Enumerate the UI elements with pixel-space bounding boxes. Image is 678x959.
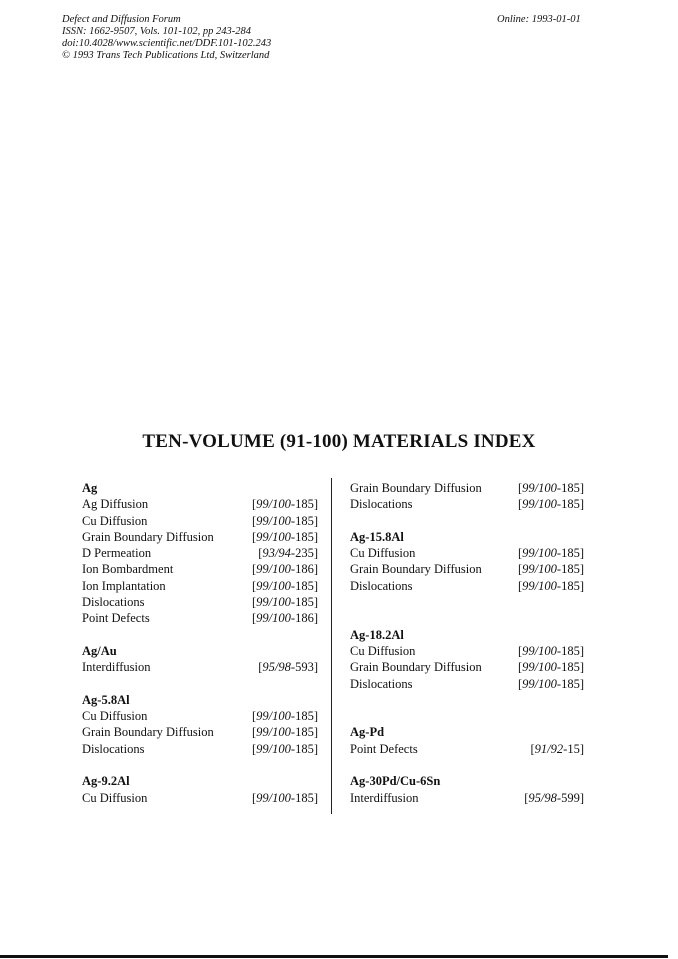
index-spacer <box>82 676 318 692</box>
material-heading: Ag-15.8Al <box>350 529 404 544</box>
entry-term: D Permeation <box>82 546 152 561</box>
entry-reference: [91/92-15] <box>530 741 584 756</box>
index-entry <box>82 561 318 577</box>
entry-page: 185 <box>295 709 314 724</box>
entry-term: Ag Diffusion <box>82 497 149 512</box>
index-entry <box>350 545 584 561</box>
index-spacer <box>82 627 318 643</box>
entry-reference: [99/100-185] <box>518 497 584 512</box>
entry-term: Grain Boundary Diffusion <box>82 725 214 740</box>
entry-reference: [99/100-185] <box>252 741 318 756</box>
entry-page: 185 <box>561 562 580 577</box>
index-entry <box>350 480 584 496</box>
index-entry <box>82 594 318 610</box>
entry-reference: [95/98-599] <box>524 790 584 805</box>
entry-page: 185 <box>561 578 580 593</box>
entry-page: 185 <box>561 660 580 675</box>
material-heading: Ag-5.8Al <box>82 692 130 707</box>
entry-volume: 99/100 <box>256 497 291 512</box>
material-heading: Ag <box>82 481 98 495</box>
entry-reference: [99/100-185] <box>252 709 318 724</box>
index-entry <box>350 578 584 594</box>
entry-volume: 99/100 <box>522 546 557 561</box>
index-entry <box>350 659 584 675</box>
journal-name: Defect and Diffusion Forum <box>62 14 181 25</box>
column-divider <box>331 478 332 814</box>
copyright-line: © 1993 Trans Tech Publications Ltd, Switzerland <box>62 50 270 61</box>
entry-reference: [99/100-185] <box>518 481 584 495</box>
entry-page: 599 <box>561 790 580 805</box>
index-entry <box>82 610 318 626</box>
index-column-right <box>350 480 584 806</box>
index-spacer <box>350 513 584 529</box>
entry-term: Grain Boundary Diffusion <box>82 529 214 544</box>
index-spacer <box>350 708 584 724</box>
index-entry <box>350 741 584 757</box>
entry-page: 593 <box>295 660 314 675</box>
entry-volume: 99/100 <box>522 660 557 675</box>
entry-term: Cu Diffusion <box>350 546 416 561</box>
index-spacer <box>350 757 584 773</box>
issn-line: ISSN: 1662-9507, Vols. 101-102, pp 243-284 <box>62 26 251 37</box>
entry-reference: [99/100-185] <box>252 578 318 593</box>
entry-reference: [99/100-186] <box>252 611 318 626</box>
entry-term: Dislocations <box>82 595 145 610</box>
entry-reference: [99/100-185] <box>252 790 318 805</box>
entry-page: 185 <box>561 546 580 561</box>
entry-reference: [99/100-185] <box>518 546 584 561</box>
entry-volume: 91/92 <box>534 741 564 756</box>
entry-term: Interdiffusion <box>350 790 419 805</box>
entry-term: Cu Diffusion <box>82 709 148 724</box>
entry-term: Point Defects <box>350 741 418 756</box>
index-entry <box>350 496 584 512</box>
entry-volume: 99/100 <box>256 741 291 756</box>
entry-term: Cu Diffusion <box>82 513 148 528</box>
entry-page: 185 <box>561 643 580 658</box>
entry-page: 185 <box>295 741 314 756</box>
online-date: Online: 1993-01-01 <box>497 14 581 25</box>
entry-reference: [99/100-185] <box>252 529 318 544</box>
entry-reference: [99/100-185] <box>518 660 584 675</box>
index-entry <box>350 643 584 659</box>
material-heading: Ag/Au <box>82 643 117 658</box>
index-spacer <box>350 610 584 626</box>
entry-volume: 99/100 <box>256 709 291 724</box>
entry-term: Dislocations <box>350 578 413 593</box>
entry-term: Dislocations <box>350 497 413 512</box>
entry-term: Grain Boundary Diffusion <box>350 481 482 495</box>
entry-volume: 99/100 <box>522 497 557 512</box>
entry-volume: 99/100 <box>256 529 291 544</box>
entry-volume: 99/100 <box>256 611 291 626</box>
entry-page: 186 <box>295 562 314 577</box>
entry-page: 185 <box>295 578 314 593</box>
entry-page: 185 <box>561 481 580 495</box>
material-heading: Ag-18.2Al <box>350 627 404 642</box>
entry-reference: [93/94-235] <box>258 546 318 561</box>
entry-volume: 99/100 <box>256 562 291 577</box>
entry-reference: [99/100-185] <box>252 595 318 610</box>
index-entry <box>82 708 318 724</box>
entry-volume: 95/98 <box>528 790 557 805</box>
entry-volume: 99/100 <box>256 578 291 593</box>
index-entry <box>82 496 318 512</box>
index-column-left <box>82 480 318 806</box>
entry-term: Cu Diffusion <box>350 643 416 658</box>
entry-volume: 99/100 <box>522 676 557 691</box>
entry-page: 185 <box>295 790 314 805</box>
index-entry <box>82 659 318 675</box>
entry-page: 15 <box>567 741 580 756</box>
entry-page: 185 <box>561 676 580 691</box>
index-entry <box>82 741 318 757</box>
index-entry <box>350 790 584 806</box>
entry-volume: 99/100 <box>522 481 557 495</box>
entry-reference: [99/100-186] <box>252 562 318 577</box>
entry-volume: 99/100 <box>256 595 291 610</box>
entry-term: Grain Boundary Diffusion <box>350 660 482 675</box>
entry-reference: [99/100-185] <box>518 578 584 593</box>
index-entry <box>82 545 318 561</box>
index-spacer <box>82 757 318 773</box>
entry-reference: [99/100-185] <box>252 497 318 512</box>
entry-page: 185 <box>295 725 314 740</box>
entry-volume: 99/100 <box>256 725 291 740</box>
entry-volume: 95/98 <box>262 660 291 675</box>
entry-term: Grain Boundary Diffusion <box>350 562 482 577</box>
entry-page: 185 <box>295 595 314 610</box>
entry-term: Interdiffusion <box>82 660 151 675</box>
entry-volume: 99/100 <box>522 562 557 577</box>
entry-volume: 99/100 <box>256 790 291 805</box>
entry-term: Ion Implantation <box>82 578 166 593</box>
journal-header <box>62 14 271 62</box>
entry-volume: 99/100 <box>522 578 557 593</box>
entry-reference: [99/100-185] <box>252 725 318 740</box>
doi-line[interactable]: doi:10.4028/www.scientific.net/DDF.101-102.243 <box>62 38 272 49</box>
entry-term: Ion Bombardment <box>82 562 174 577</box>
index-entry <box>82 529 318 545</box>
entry-page: 185 <box>561 497 580 512</box>
entry-page: 186 <box>295 611 314 626</box>
entry-reference: [99/100-185] <box>252 513 318 528</box>
entry-volume: 99/100 <box>522 643 557 658</box>
entry-reference: [99/100-185] <box>518 562 584 577</box>
index-entry <box>350 561 584 577</box>
index-entry <box>82 513 318 529</box>
entry-term: Cu Diffusion <box>82 790 148 805</box>
bottom-rule <box>0 955 668 958</box>
entry-reference: [95/98-593] <box>258 660 318 675</box>
entry-page: 235 <box>295 546 314 561</box>
entry-term: Dislocations <box>350 676 413 691</box>
material-heading: Ag-9.2Al <box>82 774 130 789</box>
entry-term: Dislocations <box>82 741 145 756</box>
index-entry <box>350 676 584 692</box>
entry-volume: 99/100 <box>256 513 291 528</box>
entry-page: 185 <box>295 513 314 528</box>
entry-term: Point Defects <box>82 611 150 626</box>
entry-reference: [99/100-185] <box>518 676 584 691</box>
index-spacer <box>350 692 584 708</box>
page-title: TEN-VOLUME (91-100) MATERIALS INDEX <box>142 431 536 452</box>
index-entry <box>82 578 318 594</box>
material-heading: Ag-Pd <box>350 725 385 740</box>
index-spacer <box>350 594 584 610</box>
entry-page: 185 <box>295 529 314 544</box>
entry-page: 185 <box>295 497 314 512</box>
entry-reference: [99/100-185] <box>518 643 584 658</box>
index-entry <box>82 790 318 806</box>
entry-volume: 93/94 <box>262 546 291 561</box>
material-heading: Ag-30Pd/Cu-6Sn <box>350 774 441 789</box>
index-entry <box>82 724 318 740</box>
